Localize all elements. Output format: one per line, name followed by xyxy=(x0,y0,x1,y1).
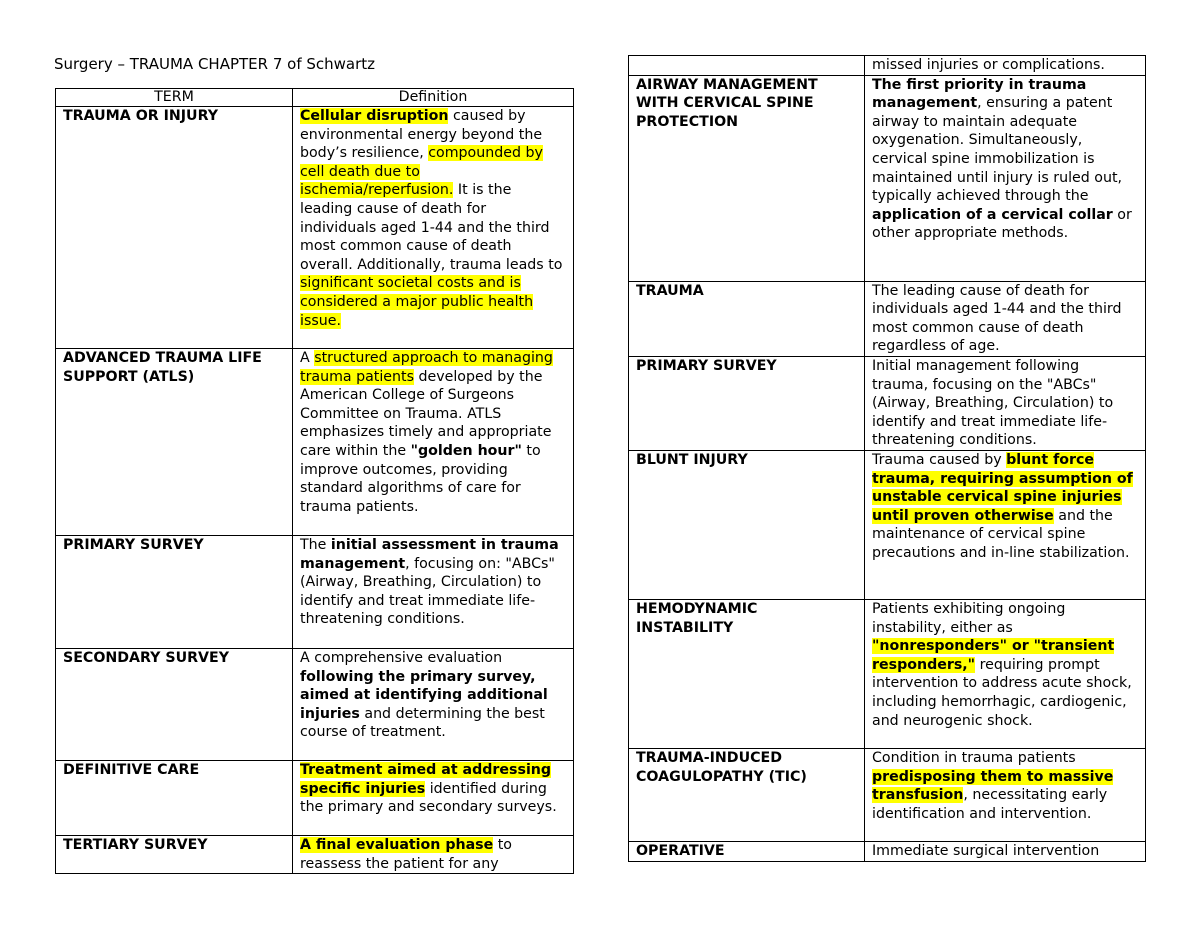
table-row xyxy=(56,836,574,874)
definition-text: Initial management following trauma, focusing on the "ABCs" (Airway, Breathing, Circulation) to identify and treat immediate life-threatening conditions. xyxy=(872,357,1114,449)
definition-text: The leading cause of death for individuals aged 1-44 and the third most common cause of death regardless of age. xyxy=(872,282,1122,355)
table-row xyxy=(629,748,1146,841)
header-term: TERM xyxy=(56,89,293,107)
term-cell: TRAUMA-INDUCED COAGULOPATHY (TIC) xyxy=(629,748,865,841)
definition-cell xyxy=(865,599,1146,748)
definition-cell xyxy=(865,356,1146,450)
definition-cell xyxy=(865,281,1146,356)
table-row xyxy=(629,56,1146,76)
definition-text: A final evaluation phase xyxy=(300,837,494,853)
definition-text: caused by environmental energy beyond the body’s resilience, xyxy=(300,108,543,162)
term-cell: OPERATIVE xyxy=(629,841,865,861)
definition-text: and determining the best course of treatment. xyxy=(300,705,545,741)
definition-text: missed injuries or complications. xyxy=(872,57,1105,73)
table-row xyxy=(629,356,1146,450)
definition-text: or other appropriate methods. xyxy=(872,206,1132,242)
definition-text: The first priority in trauma management xyxy=(872,76,1087,112)
term-cell: ADVANCED TRAUMA LIFE SUPPORT (ATLS) xyxy=(56,349,293,536)
term-cell: HEMODYNAMIC INSTABILITY xyxy=(629,599,865,748)
table-row xyxy=(56,349,574,536)
definition-text: "nonresponders" or "transient responders," xyxy=(872,638,1115,673)
term-cell: SECONDARY SURVEY xyxy=(56,649,293,761)
term-cell xyxy=(629,56,865,76)
definition-cell xyxy=(293,836,574,874)
table-row xyxy=(629,599,1146,748)
term-cell: BLUNT INJURY xyxy=(629,450,865,599)
table-row xyxy=(629,75,1146,281)
page-title: Surgery – TRAUMA CHAPTER 7 of Schwartz xyxy=(54,55,376,73)
term-cell: AIRWAY MANAGEMENT WITH CERVICAL SPINE PROTECTION xyxy=(629,75,865,281)
right-glossary-table xyxy=(628,55,1146,862)
definition-cell xyxy=(865,841,1146,861)
definition-text: "golden hour" xyxy=(410,442,522,459)
definition-text: compounded by cell death due to ischemia/reperfusion. xyxy=(300,145,543,199)
definition-text: to reassess the patient for any xyxy=(300,837,512,872)
definition-text: A xyxy=(300,350,315,366)
table-row xyxy=(56,107,574,349)
term-cell: PRIMARY SURVEY xyxy=(56,536,293,649)
definition-text: Patients exhibiting ongoing instability, either as xyxy=(872,600,1066,636)
term-cell: TRAUMA xyxy=(629,281,865,356)
table-header-row xyxy=(56,89,574,107)
term-cell: PRIMARY SURVEY xyxy=(629,356,865,450)
table-row xyxy=(56,536,574,649)
definition-cell xyxy=(293,107,574,349)
definition-text: initial assessment in trauma management xyxy=(300,537,559,572)
definition-text: The xyxy=(300,537,331,553)
table-row xyxy=(629,841,1146,861)
definition-text: predisposing them to massive transfusion xyxy=(872,768,1114,804)
definition-cell xyxy=(293,349,574,536)
definition-text: to improve outcomes, providing standard algorithms of care for trauma patients. xyxy=(300,442,541,515)
term-cell: TRAUMA OR INJURY xyxy=(56,107,293,349)
definition-text: , necessitating early identification and intervention. xyxy=(872,787,1108,822)
definition-cell xyxy=(293,761,574,836)
definition-text: significant societal costs and is considered a major public health issue. xyxy=(300,275,534,329)
definition-cell xyxy=(293,649,574,761)
term-cell: DEFINITIVE CARE xyxy=(56,761,293,836)
definition-text: requiring prompt intervention to address acute shock, including hemorrhagic, cardiogenic, and neurogenic shock. xyxy=(872,656,1132,729)
definition-cell xyxy=(865,56,1146,76)
table-row xyxy=(629,450,1146,599)
definition-cell xyxy=(865,75,1146,281)
definition-text: A comprehensive evaluation xyxy=(300,650,503,666)
definition-text: blunt force trauma, requiring assumption of unstable cervical spine injuries until proven otherwise xyxy=(872,451,1133,524)
definition-text: Treatment aimed at addressing specific injuries xyxy=(300,762,552,797)
table-row xyxy=(56,649,574,761)
definition-text: and the maintenance of cervical spine precautions and in-line stabilization. xyxy=(872,507,1130,561)
definition-cell xyxy=(865,450,1146,599)
header-definition: Definition xyxy=(293,89,574,107)
definition-text: , ensuring a patent airway to maintain adequate oxygenation. Simultaneously, cervical spine immobilization is maintained until injury is ruled out, typically achieved through the xyxy=(872,95,1123,205)
definition-text: , focusing on: "ABCs" (Airway, Breathing, Circulation) to identify and treat immediate life-threatening conditions. xyxy=(300,555,555,628)
definition-text: identified during the primary and secondary surveys. xyxy=(300,780,557,816)
left-glossary-table xyxy=(55,88,574,874)
definition-text: developed by the American College of Surgeons Committee on Trauma. ATLS emphasizes timely and appropriate care within the xyxy=(300,368,552,459)
definition-text: Trauma caused by xyxy=(872,451,1007,468)
table-row xyxy=(56,761,574,836)
definition-text: application of a cervical collar xyxy=(872,206,1113,223)
definition-text: Cellular disruption xyxy=(300,108,449,124)
definition-cell xyxy=(865,748,1146,841)
definition-text: following the primary survey, aimed at identifying additional injuries xyxy=(300,668,548,722)
definition-text: Condition in trauma patients xyxy=(872,749,1076,766)
definition-text: structured approach to managing trauma patients xyxy=(300,350,553,385)
definition-text: Immediate surgical intervention xyxy=(872,842,1100,859)
term-cell: TERTIARY SURVEY xyxy=(56,836,293,874)
definition-text: It is the leading cause of death for individuals aged 1-44 and the third most common cause of death overall. Additionally, trauma leads to xyxy=(300,182,563,273)
definition-cell xyxy=(293,536,574,649)
table-row xyxy=(629,281,1146,356)
